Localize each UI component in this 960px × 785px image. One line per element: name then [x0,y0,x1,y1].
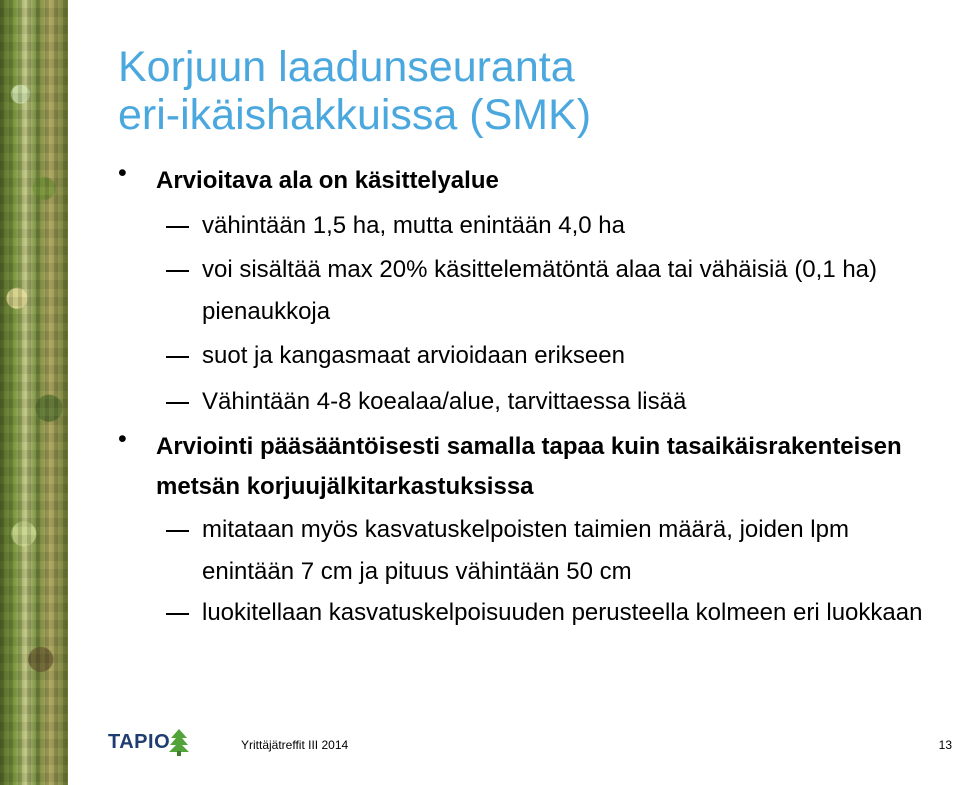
dash-icon [166,530,189,532]
forest-photo-strip [0,0,68,785]
dash-icon [166,402,189,404]
dash-icon [166,613,189,615]
bullet-text: Arviointi pääsääntöisesti samalla tapaa kuin tasaikäisrakenteisen metsän korjuujälkitarkastuksissa [156,433,902,500]
sub-bullet-item [166,249,926,333]
tapio-logo-text: TAPIO [108,731,171,753]
bullet-item [118,161,938,201]
dash-icon [166,356,189,358]
bullet-text: Arvioitava ala on käsittelyalue [156,167,499,194]
tree-icon [168,728,190,756]
dash-icon [166,270,189,272]
slide-title [118,43,878,139]
sub-bullet-item [166,509,926,593]
sub-bullet-item [166,335,926,377]
sub-bullet-text: voi sisältää max 20% käsittelemätöntä alaa tai vähäisiä (0,1 ha) pienaukkoja [202,256,878,325]
bullet-item [118,427,938,507]
dash-icon [166,226,189,228]
bullet-icon: • [118,425,127,453]
tapio-logo [108,728,192,756]
footer-event-title: Yrittäjätreffit III 2014 [241,738,349,752]
slide-title-line-2: eri-ikäishakkuissa (SMK) [118,91,592,139]
sub-bullet-item [166,592,926,676]
sub-bullet-text: suot ja kangasmaat arvioidaan erikseen [202,342,625,369]
slide-title-line-1: Korjuun laadunseuranta [118,43,575,91]
sub-bullet-text: vähintään 1,5 ha, mutta enintään 4,0 ha [202,212,625,239]
slide-page-number: 13 [938,738,952,752]
sub-bullet-item [166,381,926,423]
bullet-icon: • [118,159,127,187]
sub-bullet-text: mitataan myös kasvatuskelpoisten taimien määrä, joiden lpm enintään 7 cm ja pituus vähintään 50 cm [202,516,849,585]
sub-bullet-text: luokitellaan kasvatuskelpoisuuden perusteella kolmeen eri luokkaan [202,599,923,626]
sub-bullet-text: Vähintään 4-8 koealaa/alue, tarvittaessa lisää [202,388,687,415]
sub-bullet-item [166,205,926,247]
